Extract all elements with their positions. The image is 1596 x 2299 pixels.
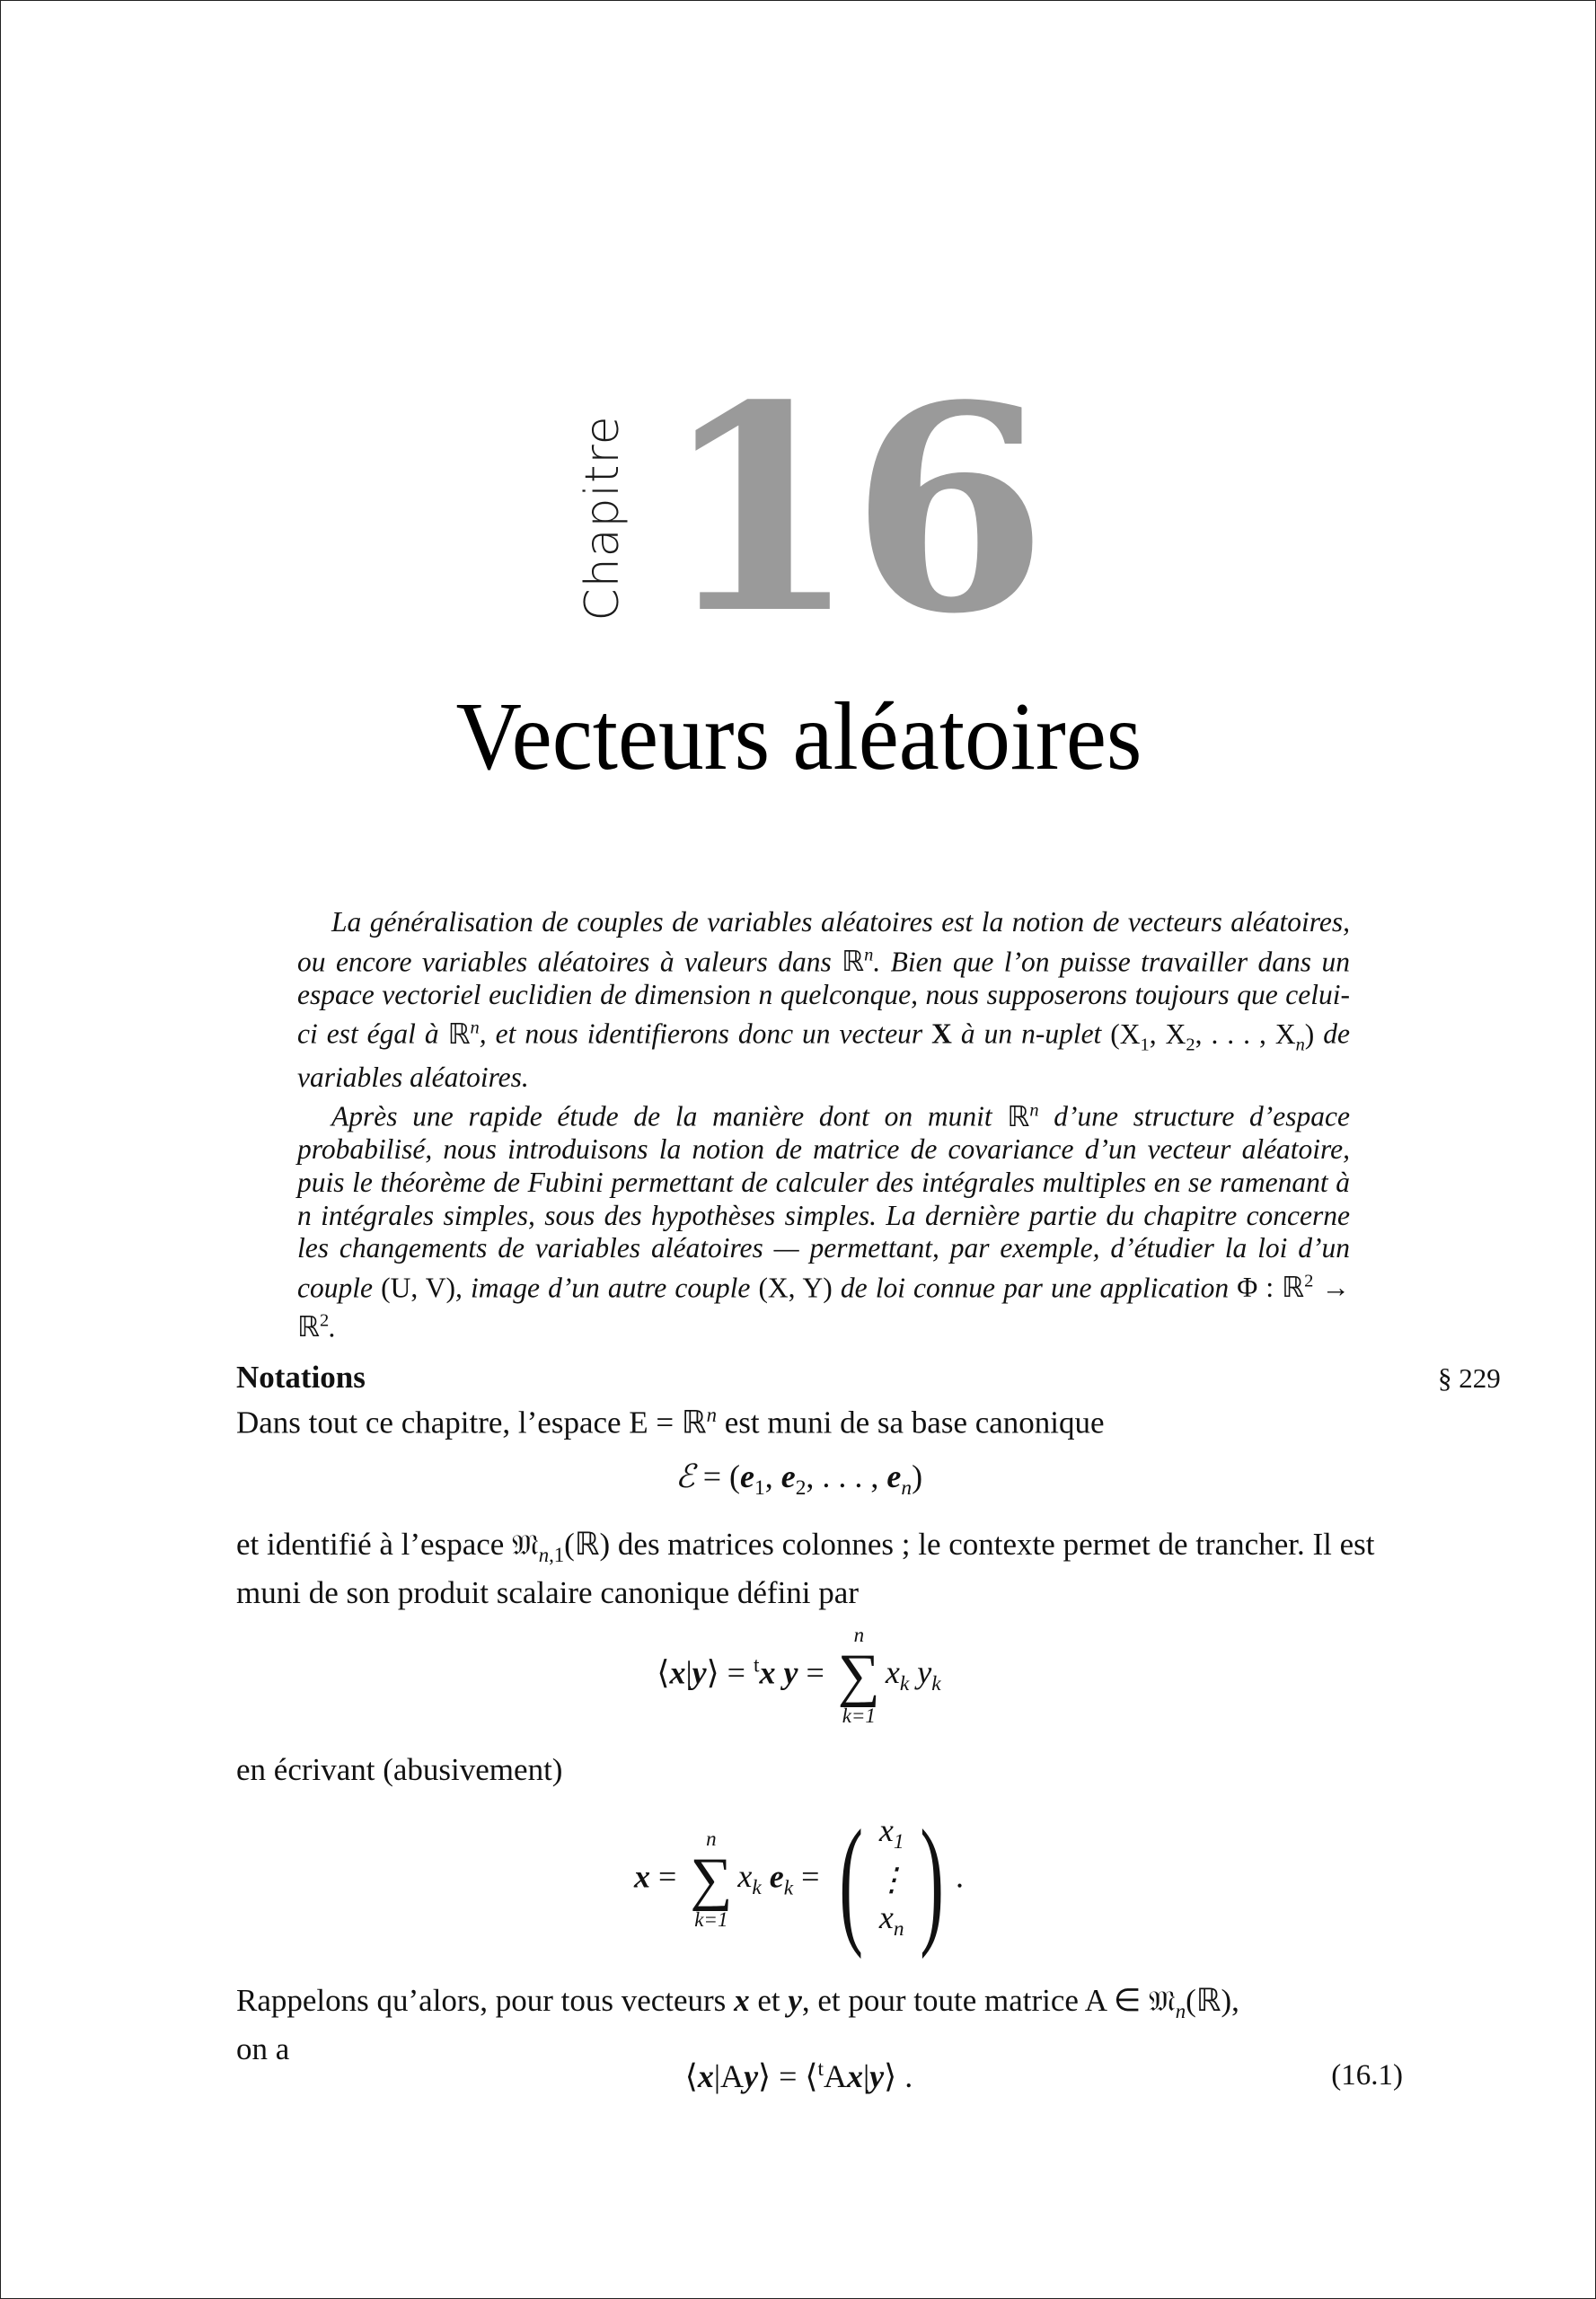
equation-canonical-basis: ℰ = ($e_1$, $e_2$, . . . , $e_n$)	[675, 1458, 923, 1501]
notations-line-1: Dans tout ce chapitre, l’espace E = ℝ$^n$ est muni de sa base canonique	[236, 1404, 1105, 1440]
abstract-paragraph-1: La généralisation de couples de variables aléatoires est la notion de vecteurs aléatoires, ou encore variables aléatoires à valeurs dans ℝ$^n$. Bien que l’on puisse travailler dans un espace vectoriel euclidien de dimension n quelconque, nous supposerons toujours que celui-ci est égal à ℝ$^n$, et nous identifierons donc un vecteur X à un n-uplet ($X_1$, $X_2$, . . . , $X_n$) de variables aléatoires.	[297, 906, 1350, 1093]
equation-vector-decomposition: x = n ∑ k=1 $x_k$ $e_k$ = ( $x_1$ ⋮ $x_n$ ) .	[634, 1800, 964, 1960]
chapter-label: Chapitre	[576, 415, 630, 621]
chapter-number: 16	[661, 344, 1041, 676]
equation-number: (16.1)	[1331, 2059, 1403, 2092]
equation-scalar-product: ⟨x|y⟩ = $^t$x y = n ∑ k=1 $x_k$ $y_k$	[657, 1624, 941, 1727]
notations-paragraph-3	[236, 1982, 1408, 2068]
equation-adjoint: ⟨x|Ay⟩ = ⟨$^t$Ax|y⟩ .	[684, 2057, 913, 2094]
notations-heading: Notations	[236, 1360, 366, 1395]
notations-paragraph-2: et identifié à l’espace 𝔐$_{n,1}$(ℝ) des matrices colonnes ; le contexte permet de trancher. Il est muni de son produit scalaire canonique défini par	[236, 1527, 1375, 1610]
notations-paragraph-3-line-2: on a	[236, 2031, 290, 2066]
section-reference: § 229	[1438, 1362, 1501, 1394]
abstract-paragraph-2: Après une rapide étude de la manière dont on munit ℝ$^n$ d’une structure d’espace probabilisé, nous introduisons la notion de matrice de covariance d’un vecteur aléatoire, puis le théorème de Fubini permettant de calculer des intégrales multiples en se ramenant à n intégrales simples, sous des hypothèses simples. La dernière partie du chapitre concerne les changements de variables aléatoires — permettant, par exemple, d’étudier la loi d’un couple (U, V), image d’un autre couple (X, Y) de loi connue par une application Φ : ℝ$^2$ → ℝ$^2$.	[297, 1100, 1350, 1343]
chapter-title: Vecteurs aléatoires	[455, 683, 1142, 790]
notations-block-1	[236, 1359, 1408, 1442]
notations-paragraph-3-line-1: Rappelons qu’alors, pour tous vecteurs x et y, et pour toute matrice A ∈ 𝔐$_n$(ℝ),	[236, 1983, 1239, 2022]
chapter-abstract	[297, 906, 1350, 1344]
notations-abusive: en écrivant (abusivement)	[236, 1752, 563, 1787]
